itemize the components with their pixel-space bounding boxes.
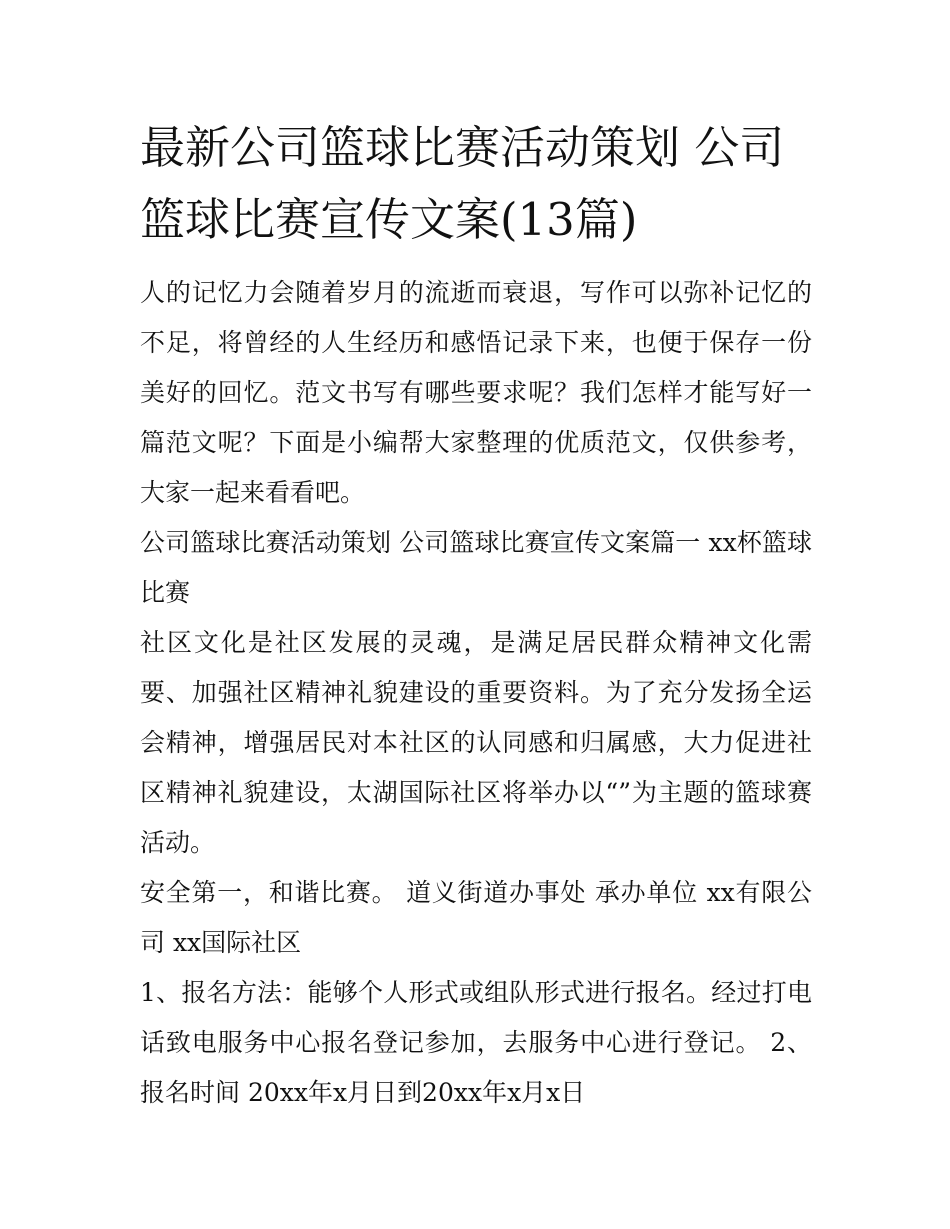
community-paragraph: 社区文化是社区发展的灵魂，是满足居民群众精神文化需要、加强社区精神礼貌建设的重要资料。为了充分发扬全运会精神，增强居民对本社区的认同感和归属感，大力促进社区精神礼貌建设，太湖国际社区将举办以“”为主题的篮球赛活动。 bbox=[140, 628, 812, 857]
document-body bbox=[140, 112, 812, 1118]
document-title: 最新公司篮球比赛活动策划 公司篮球比赛宣传文案(13篇) bbox=[140, 121, 785, 246]
organizer-paragraph: 安全第一，和谐比赛。 道义街道办事处 承办单位 xx有限公司 xx国际社区 bbox=[140, 878, 812, 957]
intro-paragraph: 人的记忆力会随着岁月的流逝而衰退，写作可以弥补记忆的不足，将曾经的人生经历和感悟记录下来，也便于保存一份美好的回忆。范文书写有哪些要求呢？我们怎样才能写好一篇范文呢？下面是小编帮大家整理的优质范文，仅供参考，大家一起来看看吧。 bbox=[140, 278, 812, 507]
section-heading: 公司篮球比赛活动策划 公司篮球比赛宣传文案篇一 xx杯篮球比赛 bbox=[140, 528, 812, 607]
registration-paragraph: 1、报名方法：能够个人形式或组队形式进行报名。经过打电话致电服务中心报名登记参加，去服务中心进行登记。 2、报名时间 20xx年x月日到20xx年x月x日 bbox=[140, 978, 812, 1107]
